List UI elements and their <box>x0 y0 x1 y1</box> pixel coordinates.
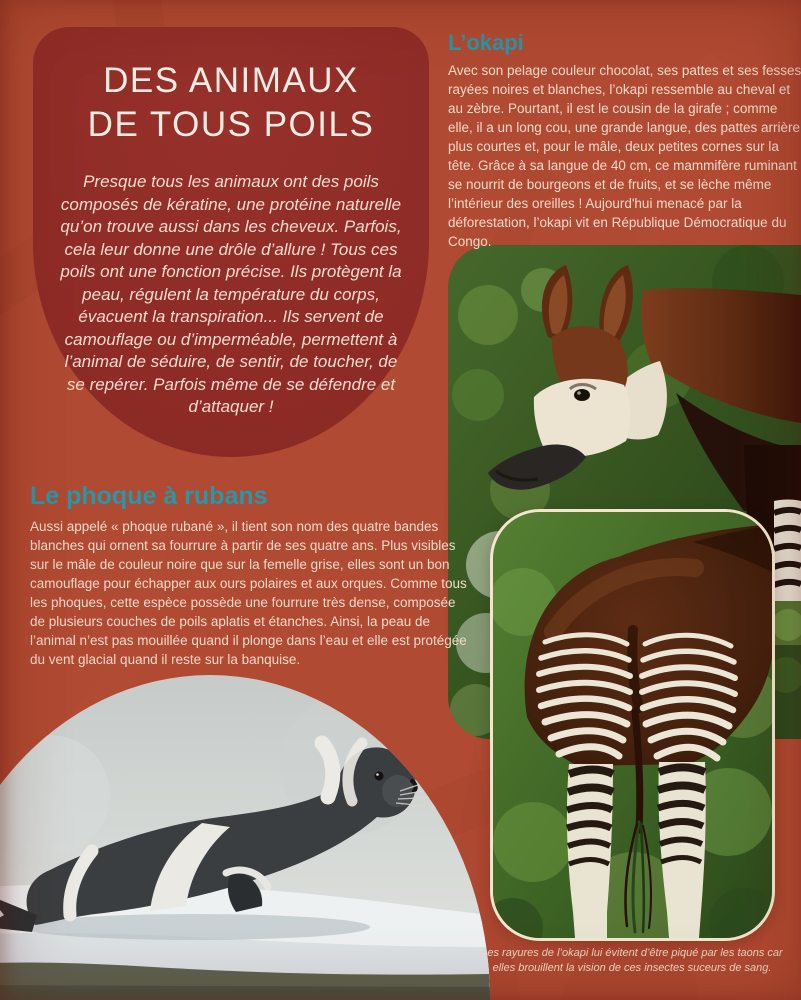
phoque-heading: Le phoque à rubans <box>30 482 268 510</box>
okapi-rear-illustration <box>493 512 772 938</box>
page-title <box>43 59 419 147</box>
phoque-paragraph: Aussi appelé « phoque rubané », il tient son nom des quatre bandes blanches qui ornent sa fourrure à partir de ses quatre ans. Plus visibles sur le mâle de couleur noire que sur la femelle grise, elles sont un bon camouflage pour échapper aux ours polaires et aux orques. Comme tous les phoques, cette espèce possède une fourrure très dense, composée de plusieurs couches de poils aplatis et étanches. Ainsi, la peau de l’animal n’est pas mouillée quand il plonge dans l’eau et elle est protégée du vent glacial quand il reste sur la banquise. <box>30 519 467 667</box>
okapi-paragraph: Avec son pelage couleur chocolat, ses pattes et ses fesses rayées noires et blanches, l’okapi ressemble au cheval et au zèbre. Pourtant, il est le cousin de la girafe ; comme elle, il a un long cou, une grande langue, des pattes arrière plus courtes et, pour le mâle, deux petites cornes sur la tête. Grâce à sa langue de 40 cm, ce mammifère ruminant se nourrit de bourgeons et de fruits, et se lèche même l’intérieur des oreilles ! Aujourd'hui menacé par la déforestation, l’okapi vit en République Démocratique du Congo. <box>448 63 801 249</box>
okapi-photo-caption: Les rayures de l’okapi lui évitent d’être piqué par les taons car elles brouillent la vision de ces insectes suceurs de sang. <box>481 947 783 974</box>
title-line-1: DES ANIMAUX <box>103 61 359 100</box>
okapi-section <box>448 30 801 251</box>
intro-blob <box>33 27 429 457</box>
okapi-rear-photo <box>490 509 775 941</box>
title-line-2: DE TOUS POILS <box>87 105 375 144</box>
okapi-heading: L’okapi <box>448 30 524 55</box>
intro-paragraph: Presque tous les animaux ont des poils composés de kératine, une protéine naturelle qu’on trouve aussi dans les cheveux. Parfois, cela leur donne une drôle d’allure ! Tous ces poils ont une fonction précise. Ils protègent la peau, régulent la température du corps, évacuent la transpiration... Ils servent de camouflage ou d’imperméable, permettent à l’animal de séduire, de sentir, de toucher, de se repérer. Parfois même de se défendre et d’attaquer ! <box>60 172 402 416</box>
phoque-section <box>30 482 470 669</box>
